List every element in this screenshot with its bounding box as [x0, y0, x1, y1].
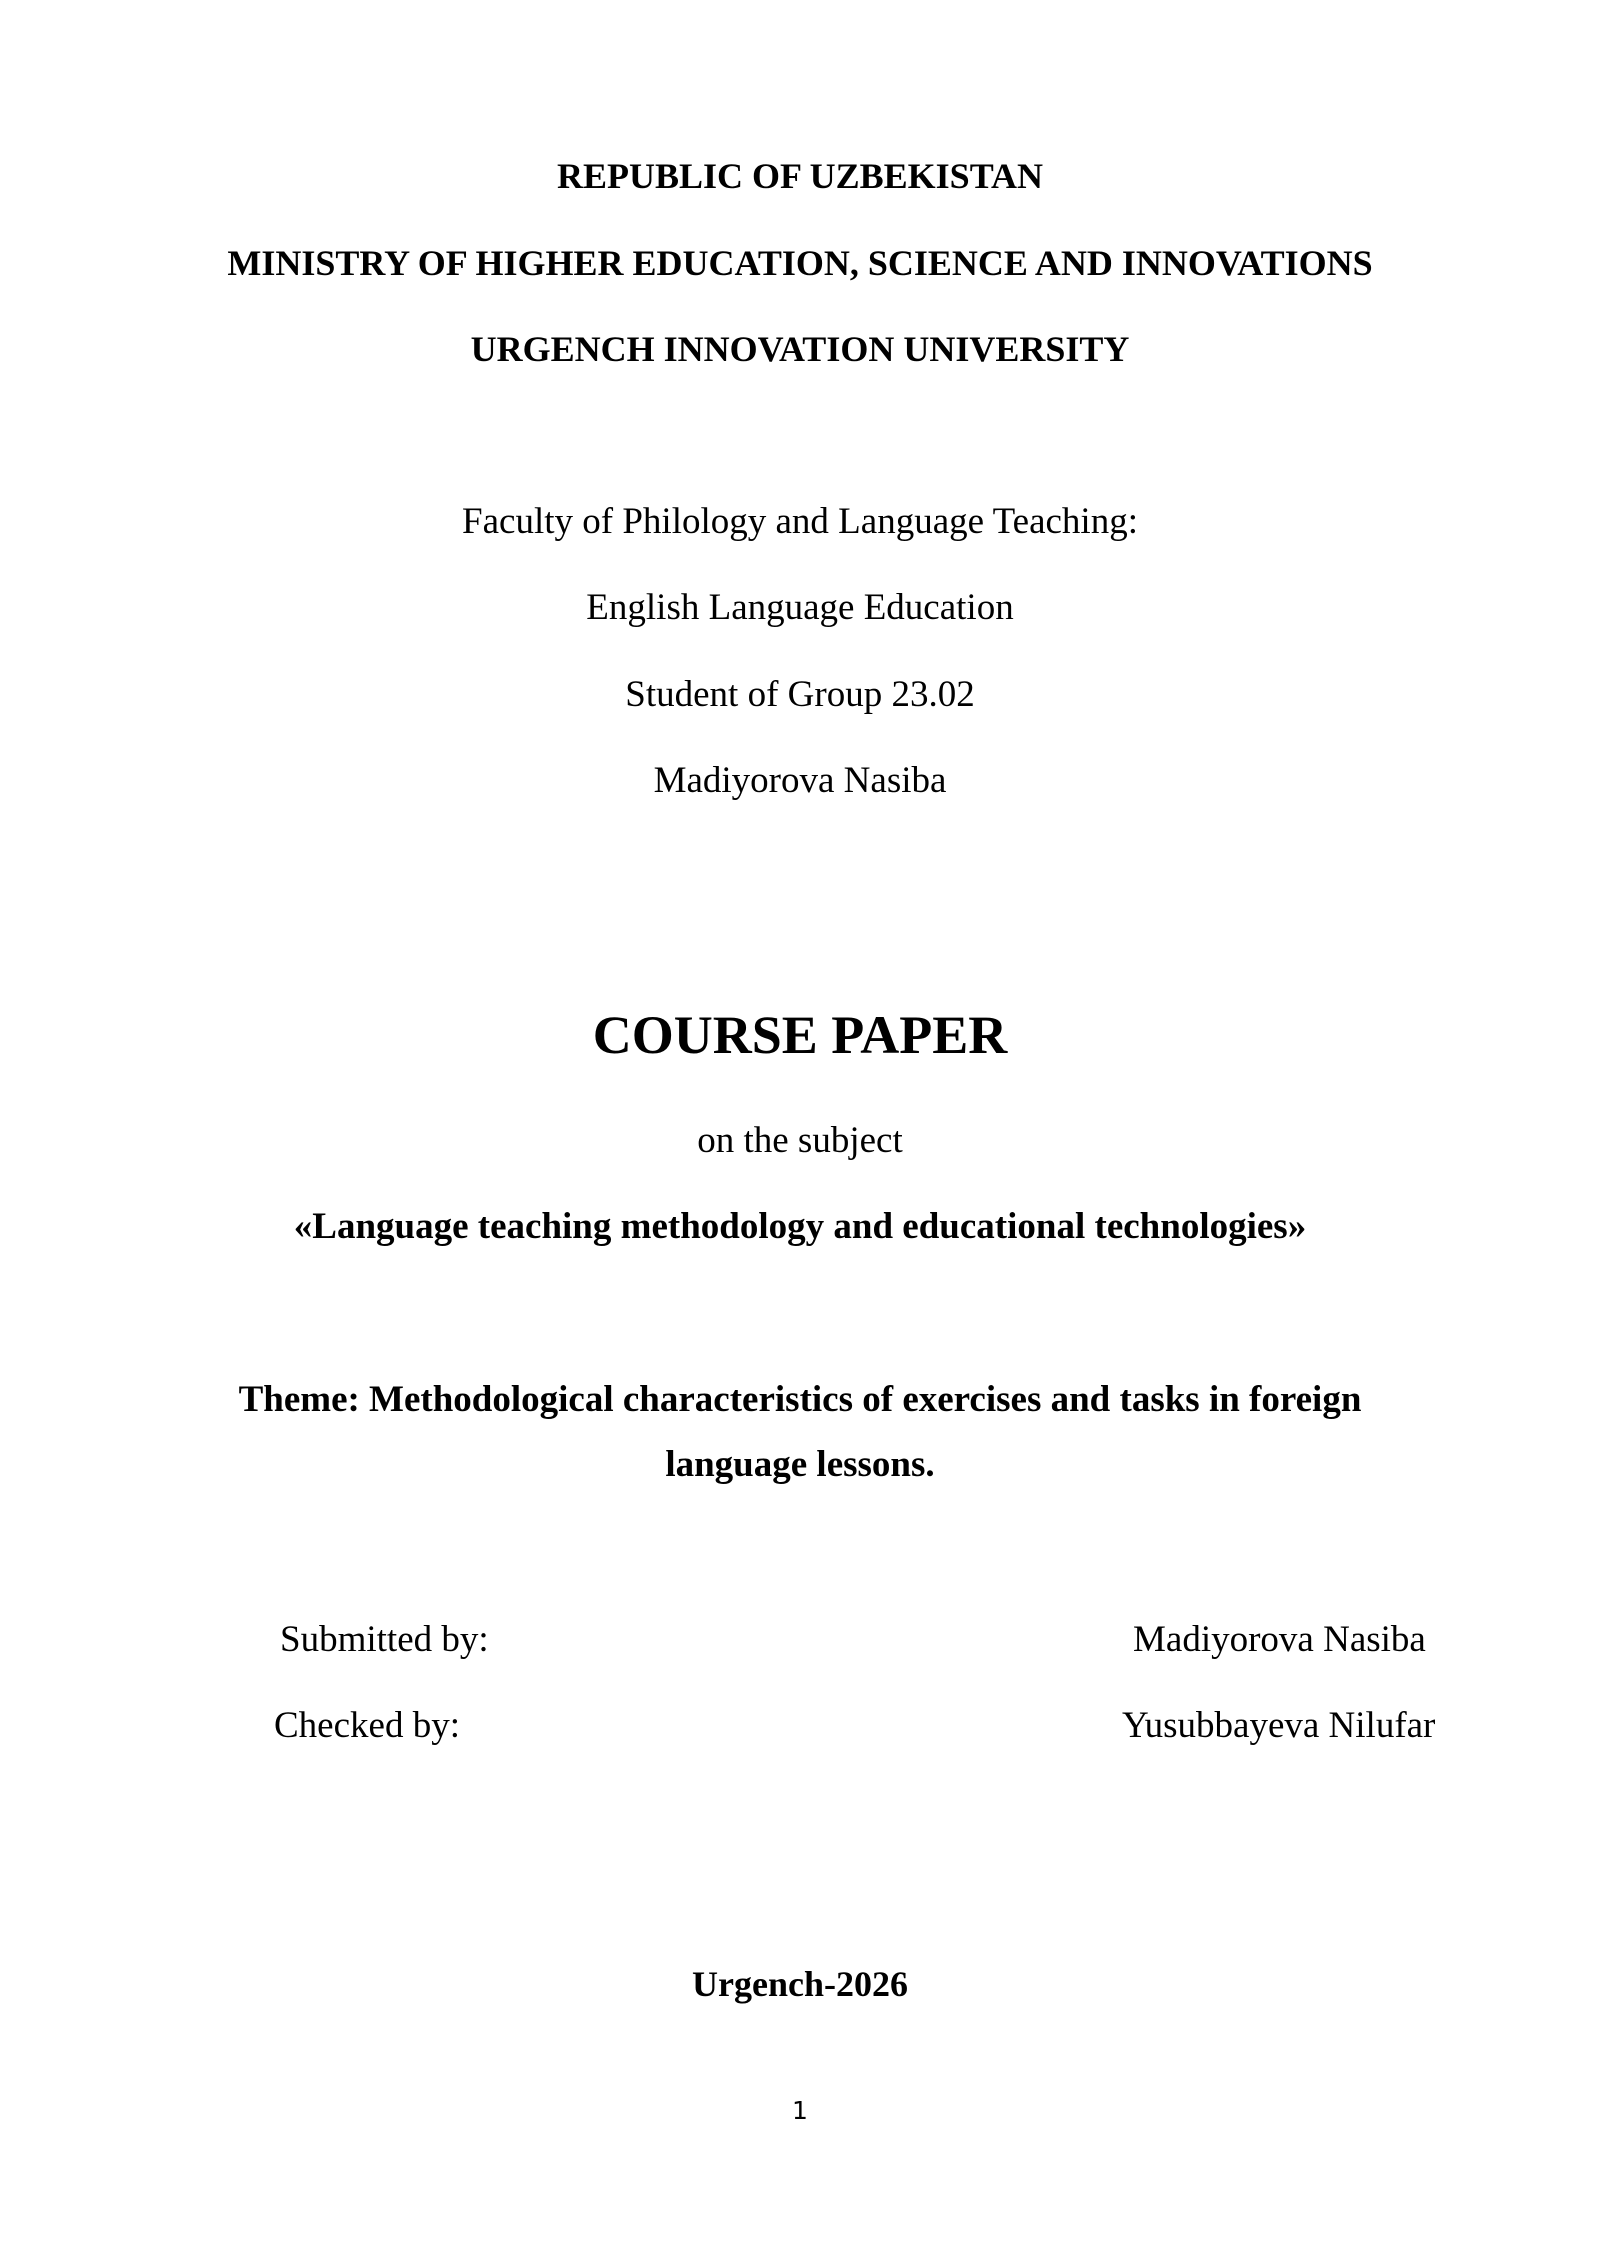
- place-year: Urgench-2026: [692, 1964, 908, 2004]
- checked-name: Yusubbayeva Nilufar: [1122, 1705, 1436, 1746]
- subject-title: «Language teaching methodology and educational technologies»: [293, 1206, 1307, 1247]
- paper-title: COURSE PAPER: [592, 1005, 1008, 1065]
- student-name-line: Madiyorova Nasiba: [653, 760, 947, 801]
- ministry-heading: MINISTRY OF HIGHER EDUCATION, SCIENCE AND INNOVATIONS: [227, 243, 1373, 283]
- subject-intro: on the subject: [697, 1120, 903, 1161]
- checked-label: Checked by:: [274, 1705, 460, 1746]
- theme-line-1: Theme: Methodological characteristics of exercises and tasks in foreign: [238, 1379, 1362, 1420]
- group-line: Student of Group 23.02: [625, 674, 975, 715]
- faculty-line: Faculty of Philology and Language Teaching:: [462, 501, 1138, 542]
- theme-line-2: language lessons.: [665, 1444, 935, 1485]
- university-heading: URGENCH INNOVATION UNIVERSITY: [470, 329, 1130, 369]
- program-line: English Language Education: [586, 587, 1014, 628]
- country-heading: REPUBLIC OF UZBEKISTAN: [556, 156, 1044, 196]
- submitted-name: Madiyorova Nasiba: [1133, 1619, 1426, 1660]
- submitted-label: Submitted by:: [280, 1619, 489, 1660]
- page-number: 1: [792, 2096, 808, 2125]
